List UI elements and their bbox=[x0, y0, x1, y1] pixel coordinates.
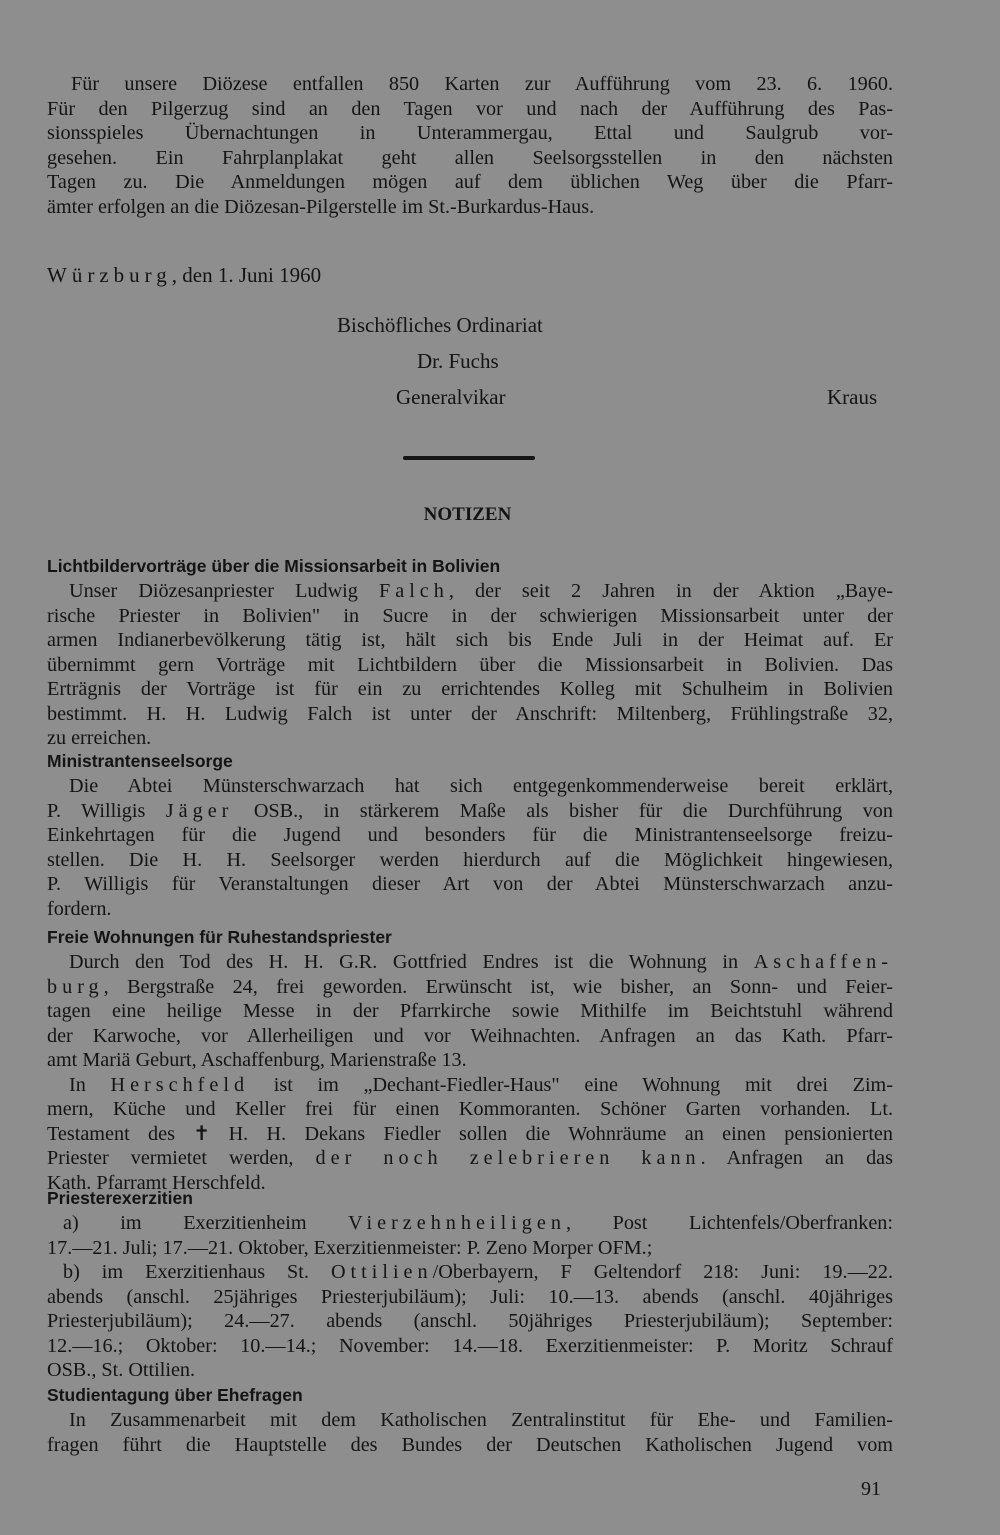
text-line: fragen führt die Hauptstelle des Bundes der Deutschen Katholischen Jugend vom bbox=[47, 1433, 893, 1456]
page-number: 91 bbox=[861, 1478, 881, 1500]
text-line: sionsspieles Übernachtungen in Unterammergau, Ettal und Saulgrub vor- bbox=[47, 122, 893, 144]
text-line: a) im Exerzitienheim Vierzehnheiligen, Post Lichtenfels/Oberfranken: bbox=[63, 1212, 894, 1234]
notice-heading: Studientagung über Ehefragen bbox=[47, 1385, 303, 1405]
notice-heading: Ministrantenseelsorge bbox=[47, 751, 233, 771]
text-line: P. Willigis für Veranstaltungen dieser Art von der Abtei Münsterschwarzach anzu- bbox=[47, 873, 893, 895]
text-line: Durch den Tod des H. H. G.R. Gottfried Endres ist die Wohnung in Aschaffen- bbox=[69, 951, 893, 973]
text-line: In Zusammenarbeit mit dem Katholischen Zentralinstitut für Ehe- und Familien- bbox=[69, 1409, 893, 1431]
notice-heading: Priesterexerzitien bbox=[47, 1188, 193, 1208]
dateline-date: , den 1. Juni 1960 bbox=[171, 263, 322, 287]
signature-name: Dr. Fuchs bbox=[417, 349, 499, 373]
signature-role: Generalvikar bbox=[396, 385, 506, 409]
text-line: Tagen zu. Die Anmeldungen mögen auf dem üblichen Weg über die Pfarr- bbox=[47, 171, 893, 193]
text-line: Erträgnis der Vorträge ist für ein zu errichtendes Kolleg mit Schulheim in Bolivien bbox=[47, 678, 893, 700]
text-line: übernimmt gern Vorträge mit Lichtbildern über die Missionsarbeit in Bolivien. Das bbox=[47, 653, 893, 676]
text-line: Für unsere Diözese entfallen 850 Karten zur Aufführung vom 23. 6. 1960. bbox=[71, 73, 893, 95]
text-line: b) im Exerzitienhaus St. Ottilien/Oberbayern, F Geltendorf 218: Juni: 19.—22. bbox=[63, 1261, 893, 1283]
text-line: Priesterjubiläum); 24.—27. abends (anschl. 50jähriges Priesterjubiläum); September: bbox=[47, 1310, 893, 1332]
notice-heading: Lichtbildervorträge über die Missionsarbeit in Bolivien bbox=[47, 556, 501, 576]
notice-marriage-study bbox=[47, 1384, 893, 1457]
notice-retreats bbox=[47, 1187, 893, 1383]
dateline-place: Würzburg bbox=[47, 263, 172, 287]
text-line: Für den Pilgerzug sind an den Tagen vor und nach der Aufführung des Pas- bbox=[47, 97, 893, 120]
text-line: Einkehrtagen für die Jugend und besonders für die Ministrantenseelsorge freizu- bbox=[47, 824, 893, 846]
notice-retirement-housing bbox=[47, 926, 893, 1195]
text-line: P. Willigis Jäger OSB., in stärkerem Maße als bisher für die Durchführung von bbox=[47, 799, 893, 822]
text-line: fordern. bbox=[47, 897, 112, 920]
text-line: In Herschfeld ist im „Dechant-Fiedler-Haus" eine Wohnung mit drei Zim- bbox=[69, 1073, 893, 1096]
text-line: 12.—16.; Oktober: 10.—14.; November: 14.—18. Exerzitienmeister: P. Moritz Schrauf bbox=[47, 1334, 893, 1357]
intro-paragraph bbox=[47, 72, 893, 219]
divider-rule bbox=[403, 456, 535, 460]
text-line: rische Priester in Bolivien" in Sucre in der schwierigen Missionsarbeit unter der bbox=[47, 604, 893, 627]
dateline bbox=[47, 262, 321, 288]
section-title: NOTIZEN bbox=[423, 504, 512, 525]
text-line: Priester vermietet werden, der noch zelebrieren kann. Anfragen an das bbox=[47, 1147, 893, 1169]
text-line: Kath. Pfarramt Herschfeld. bbox=[47, 1171, 266, 1194]
text-line: der Karwoche, vor Allerheiligen und vor Weihnachten. Anfragen an das Kath. Pfarr- bbox=[47, 1024, 893, 1047]
text-line: OSB., St. Ottilien. bbox=[47, 1359, 196, 1381]
text-line: Unser Diözesanpriester Ludwig Falch, der seit 2 Jahren in der Aktion „Baye- bbox=[69, 580, 893, 602]
text-line: amt Mariä Geburt, Aschaffenburg, Marienstraße 13. bbox=[47, 1049, 467, 1071]
notice-heading: Freie Wohnungen für Ruhestandspriester bbox=[47, 927, 392, 947]
text-line: ämter erfolgen an die Diözesan-Pilgerstelle im St.-Burkardus-Haus. bbox=[47, 195, 595, 218]
text-line: Die Abtei Münsterschwarzach hat sich entgegenkommenderweise bereit erklärt, bbox=[69, 775, 893, 797]
text-line: zu erreichen. bbox=[47, 727, 152, 749]
text-line: Testament des ✝ H. H. Dekans Fiedler sollen die Wohnräume an einen pensionierten bbox=[47, 1122, 893, 1145]
text-line: abends (anschl. 25jähriges Priesterjubiläum); Juli: 10.—13. abends (anschl. 40jähriges bbox=[47, 1285, 893, 1308]
text-line: bestimmt. H. H. Ludwig Falch ist unter der Anschrift: Miltenberg, Frühlingstraße 32, bbox=[47, 702, 893, 725]
signature-organization: Bischöfliches Ordinariat bbox=[337, 313, 543, 337]
text-line: 17.—21. Juli; 17.—21. Oktober, Exerzitienmeister: P. Zeno Morper OFM.; bbox=[47, 1236, 653, 1259]
text-line: tagen eine heilige Messe in der Pfarrkirche sowie Mithilfe im Beichtstuhl während bbox=[47, 1000, 893, 1022]
cosigner-name: Kraus bbox=[827, 385, 878, 409]
notice-missions bbox=[47, 555, 893, 751]
text-line: armen Indianerbevölkerung tätig ist, hält sich bis Ende Juli in der Heimat auf. Er bbox=[47, 629, 893, 651]
notice-altar-servers bbox=[47, 750, 893, 921]
text-line: mern, Küche und Keller frei für einen Kommoranten. Schöner Garten vorhanden. Lt. bbox=[47, 1098, 893, 1120]
text-line: burg, Bergstraße 24, frei geworden. Erwünscht ist, wie bisher, an Sonn- und Feier- bbox=[47, 975, 893, 998]
text-line: stellen. Die H. H. Seelsorger werden hierdurch auf die Möglichkeit hingewiesen, bbox=[47, 848, 893, 871]
text-line: gesehen. Ein Fahrplanplakat geht allen Seelsorgsstellen in den nächsten bbox=[47, 146, 893, 169]
